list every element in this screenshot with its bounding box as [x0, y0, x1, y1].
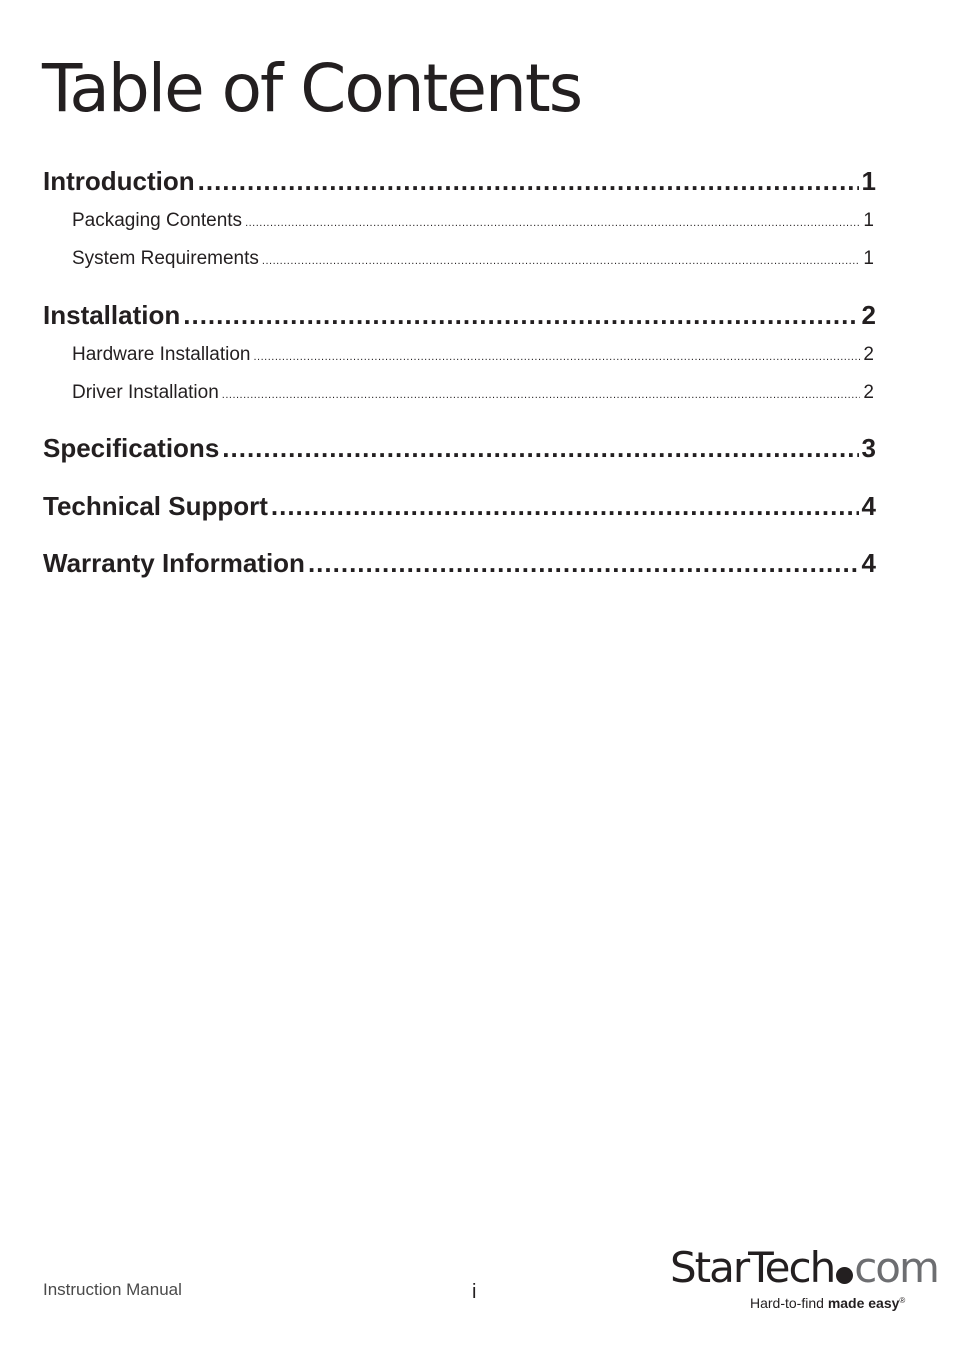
toc-entry-label: Warranty Information [43, 548, 305, 578]
logo-dot-icon [836, 1267, 853, 1284]
toc-entry-label: Introduction [43, 166, 195, 196]
toc-page-number: 1 [863, 248, 874, 269]
toc-entry-label: System Requirements [72, 248, 259, 269]
toc-entry-introduction[interactable] [43, 164, 876, 198]
logo-brand-suffix: com [854, 1243, 938, 1292]
toc-page-number: 4 [861, 548, 876, 578]
toc-dot-leader [198, 164, 859, 198]
toc-entry-label: Hardware Installation [72, 344, 251, 365]
footer-page-number: i [472, 1281, 477, 1303]
page-title: Table of Contents [42, 50, 582, 127]
toc-dot-leader [183, 298, 858, 332]
toc-page-number: 1 [863, 210, 874, 231]
toc-entry-label: Installation [43, 300, 181, 330]
footer-document-label: Instruction Manual [43, 1280, 182, 1299]
toc-entry-driver-installation[interactable] [72, 380, 874, 406]
toc-dot-leader [271, 489, 859, 523]
logo-tagline-emphasis: made easy [827, 1295, 900, 1311]
toc-entry-label: Packaging Contents [72, 210, 243, 231]
toc-dot-leader [222, 382, 861, 406]
toc-entry-label: Driver Installation [72, 382, 219, 403]
toc-dot-leader [253, 344, 860, 368]
toc-entry-packaging-contents[interactable] [72, 208, 874, 234]
toc-entry-label: Technical Support [43, 491, 268, 521]
toc-page-number: 2 [861, 300, 876, 330]
toc-entry-warranty-information[interactable] [43, 546, 876, 580]
toc-entry-system-requirements[interactable] [72, 246, 874, 272]
toc-entry-hardware-installation[interactable] [72, 342, 874, 368]
logo-tagline-prefix: Hard-to-find [750, 1295, 828, 1311]
toc-entry-installation[interactable] [43, 298, 876, 332]
toc-page-number: 4 [861, 491, 876, 521]
registered-mark-icon: ® [899, 1296, 906, 1305]
toc-page-number: 2 [863, 382, 874, 403]
toc-entry-specifications[interactable] [43, 431, 876, 465]
table-of-contents [0, 0, 954, 620]
toc-page-number: 3 [861, 433, 876, 463]
toc-dot-leader [245, 210, 860, 234]
logo-wordmark [670, 1240, 938, 1296]
logo-tagline [750, 1295, 905, 1311]
toc-entry-technical-support[interactable] [43, 489, 876, 523]
toc-page-number: 1 [861, 166, 876, 196]
toc-dot-leader [222, 431, 858, 465]
toc-page-number: 2 [863, 344, 874, 365]
toc-entry-label: Specifications [43, 433, 220, 463]
toc-dot-leader [262, 248, 861, 272]
logo-brand-main: StarTech [670, 1243, 835, 1292]
startech-logo [670, 1240, 938, 1318]
toc-dot-leader [308, 546, 859, 580]
